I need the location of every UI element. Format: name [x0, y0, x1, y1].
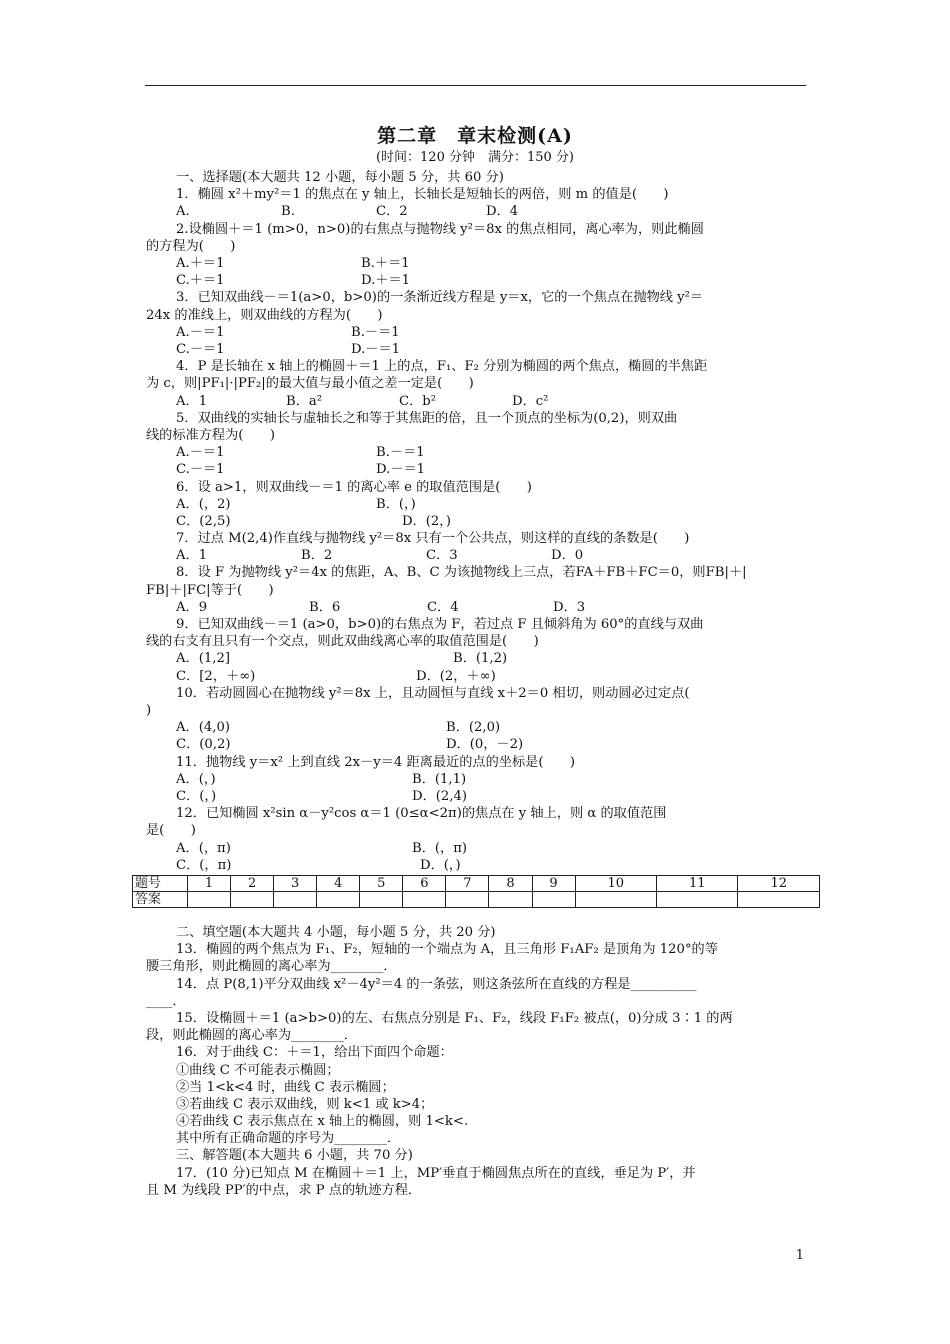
option: D．(2，＋∞): [416, 668, 496, 684]
answer-cell: [317, 892, 360, 908]
option: D.－＝1: [351, 341, 401, 357]
header-rule: [145, 85, 806, 86]
question-5-cont: 线的标准方程为( ): [146, 427, 275, 443]
options-3b: [146, 341, 806, 358]
question-12-cont: 是( ): [146, 823, 196, 839]
option: B．a²: [286, 393, 323, 409]
section-heading: 三、解答题(本大题共 6 小题，共 70 分): [176, 1148, 413, 1164]
table-row: [133, 892, 820, 908]
option: B．(2,0): [446, 720, 501, 736]
options-6b: [146, 513, 806, 530]
table-cell: 10: [575, 876, 656, 892]
option: A．1: [176, 548, 208, 564]
answer-cell: [446, 892, 489, 908]
option: C.－＝1: [176, 462, 225, 478]
section-heading: 一、选择题(本大题共 12 小题，每小题 5 分，共 60 分): [176, 170, 504, 185]
option: C．b²: [399, 393, 437, 409]
options-2a: [146, 255, 806, 272]
option: D.－＝1: [376, 462, 426, 478]
question-13-cont: 腰三角形，则此椭圆的离心率为________．: [146, 959, 397, 975]
option: D．(0，－2): [446, 737, 524, 753]
answer-cell: [274, 892, 317, 908]
table-cell: 9: [532, 876, 575, 892]
question-7: 7．过点 M(2,4)作直线与抛物线 y²＝8x 只有一个公共点，则这样的直线的条数是( ): [176, 531, 690, 547]
option: C．(，): [176, 789, 217, 805]
option: C．(2,5): [176, 513, 231, 529]
option: C.＋＝1: [176, 273, 225, 289]
options-7: [146, 547, 806, 564]
proposition: ③若曲线 C 表示双曲线，则 k<1 或 k>4；: [176, 1096, 434, 1112]
section-heading: 二、填空题(本大题共 4 小题，每小题 5 分，共 20 分): [176, 925, 496, 940]
question-11: 11．抛物线 y＝x² 上到直线 2x－y＝4 距离最近的点的坐标是( ): [176, 754, 575, 770]
option: A．9: [176, 599, 208, 615]
option: D．0: [551, 548, 584, 564]
option: C．(，π): [176, 857, 232, 873]
proposition: ④若曲线 C 表示焦点在 x 轴上的椭圆，则 1<k<.: [176, 1114, 469, 1130]
question-10: 10．若动圆圆心在抛物线 y²＝8x 上，且动圆恒与直线 x＋2＝0 相切，则动圆必过定点(: [176, 685, 690, 701]
option: D.＋＝1: [361, 273, 411, 289]
option: B.－＝1: [351, 324, 400, 340]
question-15-cont: 段，则此椭圆的离心率为________．: [146, 1028, 357, 1044]
question-15: 15．设椭圆＋＝1 (a>b>0)的左、右焦点分别是 F₁、F₂，线段 F₁F₂ 被点(，0)分成 3∶1 的两: [176, 1010, 733, 1026]
option: C．[2，＋∞): [176, 668, 256, 684]
option: D．(，): [420, 857, 461, 873]
question-9: 9．已知双曲线－＝1 (a>0，b>0)的右焦点为 F，若过点 F 且倾斜角为 60°的直线与双曲: [176, 617, 704, 633]
options-9b: [146, 668, 806, 685]
table-row: [133, 876, 820, 892]
option: A．(，): [176, 771, 216, 787]
question-4: 4．P 是长轴在 x 轴上的椭圆＋＝1 上的点，F₁、F₂ 分别为椭圆的两个焦点，椭圆的半焦距: [176, 359, 708, 375]
option: A．(1,2]: [176, 651, 230, 667]
question-8: 8．设 F 为抛物线 y²＝4x 的焦距，A、B、C 为该抛物线上三点，若FA＋FB＋FC＝0，则FB|＋|: [176, 565, 747, 581]
option: A.－＝1: [176, 445, 225, 461]
option: A.－＝1: [176, 324, 225, 340]
question-13: 13．椭圆的两个焦点为 F₁、F₂，短轴的一个端点为 A，且三角形 F₁AF₂ 是顶角为 120°的等: [176, 942, 718, 958]
option: D．(2，): [402, 513, 452, 529]
proposition: ②当 1<k<4 时，曲线 C 表示椭圆；: [176, 1079, 395, 1095]
options-12b: [146, 857, 806, 874]
option: A．1: [176, 393, 208, 409]
table-cell: 7: [446, 876, 489, 892]
option: B．(，): [376, 496, 416, 512]
options-4: [146, 393, 806, 410]
options-2b: [146, 272, 806, 289]
options-9a: [146, 650, 806, 667]
proposition: ①曲线 C 不可能表示椭圆；: [176, 1062, 340, 1078]
question-10-cont: ): [146, 703, 152, 719]
option: D．(2,4): [412, 789, 468, 805]
table-cell: 12: [738, 876, 820, 892]
option: B．(1,1): [412, 771, 467, 787]
option: B．2: [301, 548, 333, 564]
options-11a: [146, 771, 806, 788]
question-14: 14．点 P(8,1)平分双曲线 x²－4y²＝4 的一条弦，则这条弦所在直线的方程是__________: [176, 976, 697, 992]
table-cell: 6: [403, 876, 446, 892]
question-2-cont: 的方程为( ): [146, 238, 236, 254]
answer-cell: [657, 892, 738, 908]
table-cell: 8: [489, 876, 532, 892]
options-8: [146, 599, 806, 616]
answer-cell: [489, 892, 532, 908]
option: C．2: [376, 204, 408, 220]
question-9-cont: 线的右支有且只有一个交点，则此双曲线离心率的取值范围是( ): [146, 634, 539, 650]
options-10a: [146, 719, 806, 736]
question-12: 12．已知椭圆 x²sin α－y²cos α＝1 (0≤α<2π)的焦点在 y 轴上，则 α 的取值范围: [176, 806, 667, 822]
answer-cell: [575, 892, 656, 908]
question-17: 17．(10 分)已知点 M 在椭圆＋＝1 上，MP′垂直于椭圆焦点所在的直线，垂足为 P′，并: [176, 1165, 696, 1181]
option: C.－＝1: [176, 341, 225, 357]
table-cell: 1: [188, 876, 231, 892]
options-5b: [146, 461, 806, 478]
page-number: 1: [795, 1248, 804, 1263]
option: B.＋＝1: [361, 255, 410, 271]
table-cell: 11: [657, 876, 738, 892]
option: C．3: [426, 548, 458, 564]
option: A.＋＝1: [176, 255, 225, 271]
question-6: 6．设 a>1，则双曲线－＝1 的离心率 e 的取值范围是( ): [176, 479, 532, 495]
question-3: 3．已知双曲线－＝1(a>0，b>0)的一条渐近线方程是 y＝x，它的一个焦点在抛物线 y²＝: [176, 290, 704, 306]
table-header-cell: 答案: [133, 892, 188, 908]
document-body: [135, 169, 806, 1199]
options-10b: [146, 736, 806, 753]
options-3a: [146, 324, 806, 341]
question-17-cont: 且 M 为线段 PP′的中点，求 P 点的轨迹方程．: [146, 1182, 422, 1198]
table-cell: 2: [231, 876, 274, 892]
question-1: 1．椭圆 x²＋my²＝1 的焦点在 y 轴上，长轴长是短轴长的两倍，则 m 的值是( ): [176, 187, 669, 203]
table-header-cell: 题号: [133, 876, 188, 892]
answer-table: [132, 875, 820, 908]
answer-cell: [231, 892, 274, 908]
question-16: 16．对于曲线 C：＋＝1，给出下面四个命题：: [176, 1045, 453, 1061]
option: A．(，π): [176, 840, 231, 856]
option: B．(1,2): [453, 651, 508, 667]
option: D．c²: [512, 393, 549, 409]
option: D．4: [486, 204, 519, 220]
options-11b: [146, 788, 806, 805]
question-14-cont: ____．: [146, 993, 186, 1009]
options-1: [146, 203, 806, 220]
option: C．4: [427, 599, 459, 615]
question-5: 5．双曲线的实轴长与虚轴长之和等于其焦距的倍，且一个顶点的坐标为(0,2)，则双曲: [176, 410, 678, 426]
options-5a: [146, 444, 806, 461]
answer-cell: [532, 892, 575, 908]
question-2: 2.设椭圆＋＝1 (m>0，n>0)的右焦点与抛物线 y²＝8x 的焦点相同，离心率为，则此椭圆: [176, 221, 704, 237]
option: A.: [176, 204, 190, 220]
page-title: 第二章 章末检测(A): [377, 125, 573, 147]
options-12a: [146, 840, 806, 857]
option: B.: [281, 204, 295, 220]
answer-cell: [360, 892, 403, 908]
table-cell: 4: [317, 876, 360, 892]
question-4-cont: 为 c，则|PF₁|·|PF₂|的最大值与最小值之差一定是( ): [146, 376, 474, 392]
question-16-end: 其中所有正确命题的序号为________．: [176, 1131, 401, 1147]
option: A．(，2): [176, 496, 231, 512]
answer-cell: [738, 892, 820, 908]
option: B．6: [309, 599, 341, 615]
answer-cell: [188, 892, 231, 908]
option: B.－＝1: [376, 445, 425, 461]
answer-cell: [403, 892, 446, 908]
question-8-cont: FB|＋|FC|等于( ): [146, 582, 274, 598]
option: D．3: [553, 599, 586, 615]
table-cell: 3: [274, 876, 317, 892]
option: B．(，π): [412, 840, 468, 856]
table-cell: 5: [360, 876, 403, 892]
question-3-cont: 24x 的准线上，则双曲线的方程为( ): [146, 307, 383, 323]
options-6a: [146, 496, 806, 513]
option: C．(0,2): [176, 737, 231, 753]
option: A．(4,0): [176, 720, 230, 736]
page-subtitle: (时间：120 分钟 满分：150 分): [375, 150, 575, 165]
